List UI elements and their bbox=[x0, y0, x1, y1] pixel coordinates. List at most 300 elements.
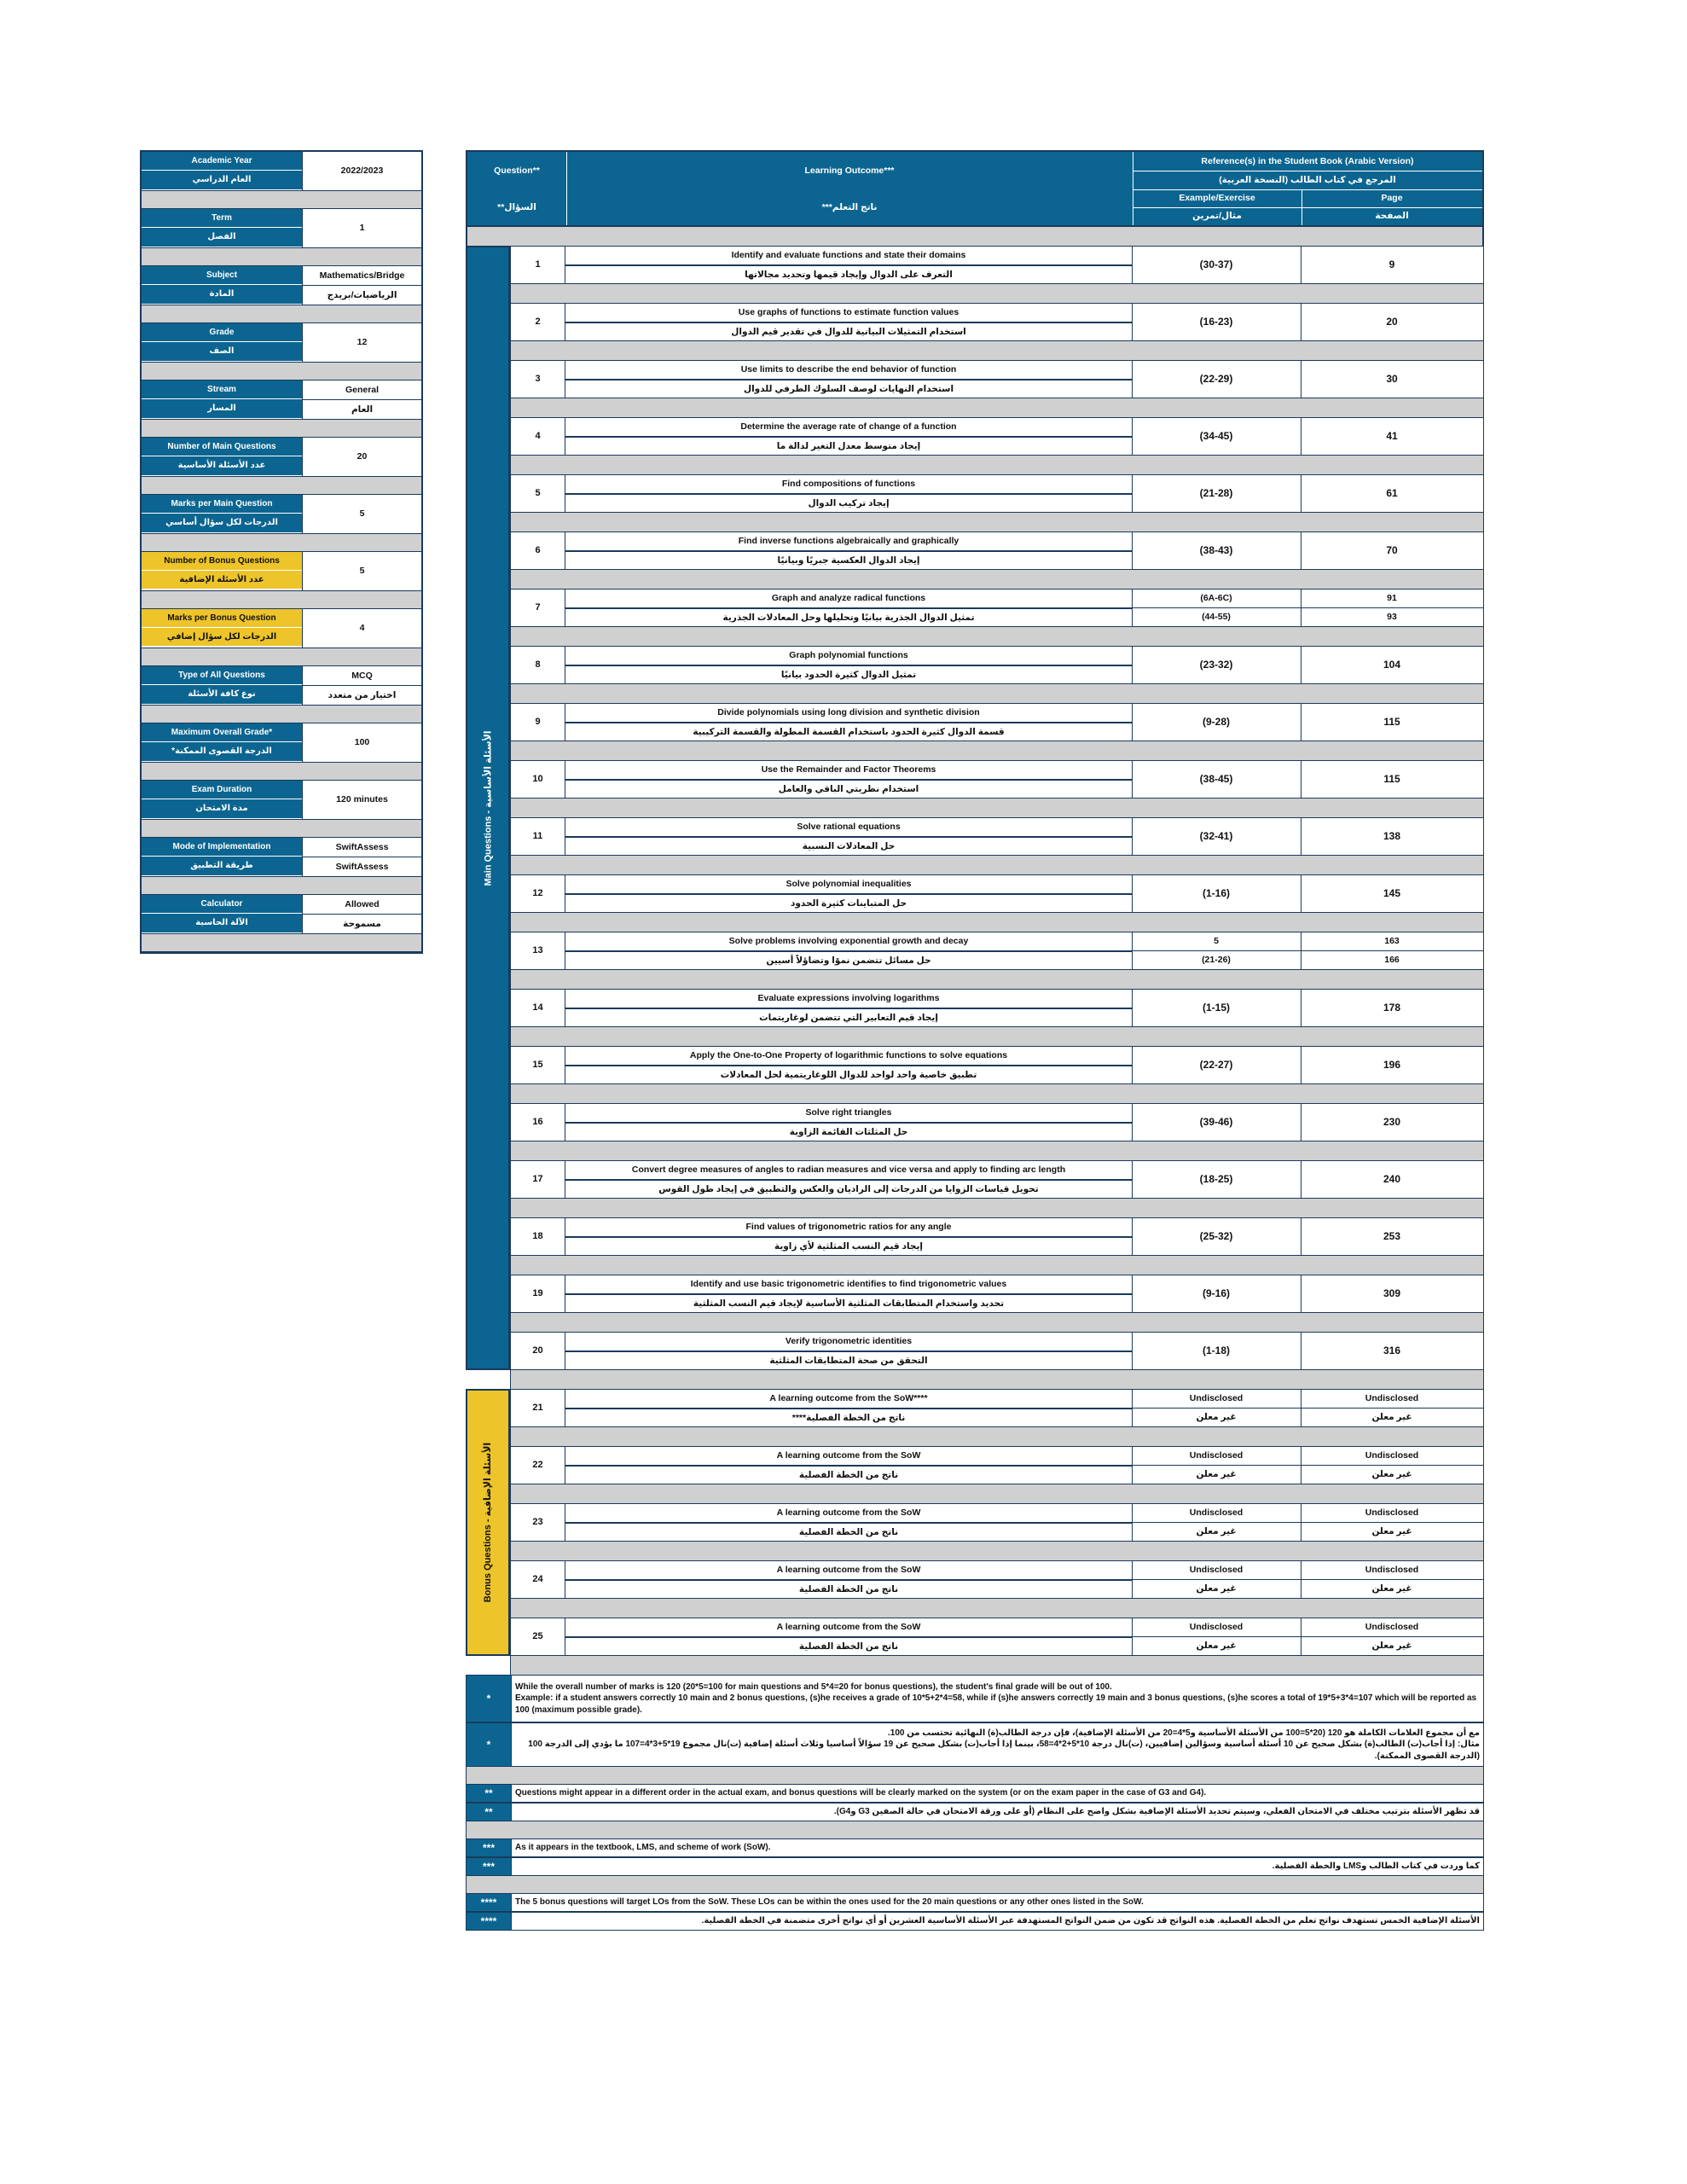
info-row bbox=[142, 723, 421, 763]
reference-example bbox=[1132, 361, 1301, 398]
learning-outcome-en: A learning outcome from the SoW bbox=[565, 1504, 1132, 1524]
reference-example bbox=[1132, 1447, 1301, 1484]
question-number: 17 bbox=[511, 1161, 565, 1198]
learning-outcome-en: Verify trigonometric identities bbox=[565, 1333, 1132, 1352]
table-row bbox=[510, 1046, 1484, 1084]
info-row bbox=[142, 838, 421, 877]
reference-page bbox=[1301, 990, 1483, 1026]
learning-outcome bbox=[565, 590, 1133, 626]
info-values bbox=[302, 609, 421, 648]
footnote-row bbox=[466, 1857, 1484, 1876]
info-labels bbox=[142, 323, 302, 362]
reference-page-value: 145 bbox=[1383, 886, 1401, 899]
info-values bbox=[302, 380, 421, 419]
learning-outcome-en: Determine the average rate of change of a function bbox=[565, 418, 1132, 438]
info-spacer bbox=[142, 305, 421, 323]
info-row bbox=[142, 266, 421, 305]
info-labels bbox=[142, 895, 302, 933]
footnote-symbol: **** bbox=[467, 1913, 512, 1930]
info-spacer bbox=[142, 363, 421, 380]
question-number: 10 bbox=[511, 761, 565, 798]
reference-page-value: 115 bbox=[1383, 772, 1400, 785]
info-spacer bbox=[142, 248, 421, 266]
reference-page-value: 230 bbox=[1383, 1115, 1401, 1128]
info-value: Allowed bbox=[303, 895, 421, 915]
reference-example bbox=[1132, 761, 1301, 798]
learning-outcome-en: Identify and use basic trigonometric identifies to find trigonometric values bbox=[565, 1275, 1132, 1295]
row-spacer bbox=[510, 1427, 1484, 1446]
reference-example bbox=[1132, 990, 1301, 1026]
learning-outcome bbox=[565, 532, 1133, 569]
reference-page bbox=[1301, 704, 1483, 741]
learning-outcome-en: Use graphs of functions to estimate function values bbox=[565, 304, 1132, 323]
info-labels bbox=[142, 438, 302, 476]
footnote-row bbox=[466, 1912, 1484, 1931]
header-divider bbox=[1133, 207, 1482, 208]
info-label-ar: طريقة التطبيق bbox=[142, 857, 302, 875]
info-label-en: Exam Duration bbox=[142, 781, 302, 799]
info-label-ar: المسار bbox=[142, 399, 302, 418]
reference-page bbox=[1301, 1161, 1483, 1198]
learning-outcome-en: Convert degree measures of angles to radian measures and vice versa and apply to finding arc length bbox=[565, 1161, 1132, 1181]
learning-outcome bbox=[565, 932, 1133, 969]
row-spacer bbox=[510, 1084, 1484, 1103]
reference-page-value: 70 bbox=[1386, 543, 1398, 556]
reference-example-value: (22-29) bbox=[1199, 372, 1233, 385]
footnote-text bbox=[512, 1723, 1483, 1766]
exam-blueprint-table bbox=[466, 150, 1484, 1675]
learning-outcome-ar: ناتج من الخطة الفصلية bbox=[798, 1641, 899, 1652]
learning-outcome-en: Identify and evaluate functions and state their domains bbox=[565, 247, 1132, 266]
info-labels bbox=[142, 152, 302, 190]
learning-outcome bbox=[565, 1504, 1133, 1541]
learning-outcome bbox=[565, 875, 1133, 912]
header-spacer bbox=[466, 227, 1484, 246]
learning-outcome-ar: تمثيل الدوال الجذرية بيانيًا وتحليلها وحل المعادلات الجذرية bbox=[722, 612, 975, 623]
info-value: الرياضيات/بريدج bbox=[327, 289, 397, 300]
row-spacer bbox=[510, 1656, 1484, 1675]
table-row bbox=[510, 1389, 1484, 1427]
reference-example-value: Undisclosed bbox=[1132, 1390, 1301, 1409]
footnote-symbol: *** bbox=[467, 1839, 512, 1856]
info-value: 4 bbox=[359, 623, 365, 634]
table-row bbox=[510, 1503, 1484, 1542]
reference-example-value: 5 bbox=[1132, 932, 1301, 951]
info-label-en: Mode of Implementation bbox=[142, 838, 302, 857]
table-row bbox=[510, 417, 1484, 456]
info-values bbox=[302, 895, 421, 933]
footnote-row bbox=[466, 1722, 1484, 1767]
learning-outcome-en: Use the Remainder and Factor Theorems bbox=[565, 761, 1132, 781]
reference-page-value: 166 bbox=[1384, 955, 1400, 966]
footnote-row bbox=[466, 1784, 1484, 1803]
question-number: 1 bbox=[511, 247, 565, 283]
reference-example-value: (18-25) bbox=[1199, 1172, 1233, 1185]
footnote-row bbox=[466, 1893, 1484, 1912]
reference-example-value: (34-45) bbox=[1199, 429, 1233, 442]
learning-outcome bbox=[565, 304, 1133, 340]
footnote-row bbox=[466, 1675, 1484, 1722]
learning-outcome bbox=[565, 1275, 1133, 1312]
reference-example bbox=[1132, 1047, 1301, 1083]
info-label-ar: الصف bbox=[142, 342, 302, 361]
header-lo-en: Learning Outcome*** bbox=[804, 165, 895, 176]
reference-example-value: (9-28) bbox=[1202, 715, 1230, 728]
table-row bbox=[510, 589, 1484, 627]
reference-page-value: 138 bbox=[1383, 829, 1401, 842]
reference-page-value: 240 bbox=[1383, 1172, 1401, 1185]
learning-outcome-en: A learning outcome from the SoW bbox=[565, 1561, 1132, 1581]
info-labels bbox=[142, 495, 302, 533]
info-value: مسموحة bbox=[343, 918, 381, 929]
row-spacer bbox=[510, 456, 1484, 474]
learning-outcome bbox=[565, 475, 1133, 512]
table-row bbox=[510, 1103, 1484, 1141]
info-values bbox=[302, 266, 421, 305]
reference-example-value: (1-18) bbox=[1202, 1344, 1230, 1356]
reference-page-value: 309 bbox=[1383, 1287, 1401, 1299]
info-label-ar: عدد الأسئلة الإضافية bbox=[142, 571, 302, 590]
learning-outcome bbox=[565, 418, 1133, 455]
reference-page-value: 253 bbox=[1383, 1229, 1401, 1242]
table-row bbox=[510, 703, 1484, 741]
reference-example-value: (6A-6C) bbox=[1132, 590, 1301, 608]
info-row bbox=[142, 209, 421, 248]
main-questions-label bbox=[466, 246, 510, 1370]
learning-outcome bbox=[565, 1447, 1133, 1484]
reference-page bbox=[1301, 647, 1483, 683]
reference-example bbox=[1132, 1504, 1301, 1541]
learning-outcome bbox=[565, 1390, 1133, 1426]
reference-page-value: 115 bbox=[1383, 715, 1400, 728]
table-row bbox=[510, 817, 1484, 856]
learning-outcome bbox=[565, 818, 1133, 855]
table-row bbox=[510, 874, 1484, 913]
reference-example bbox=[1132, 818, 1301, 855]
bonus-questions-text: Bonus Questions - الأسئلة الإضافية bbox=[483, 1442, 494, 1603]
exam-info-panel bbox=[140, 150, 423, 954]
info-value: 1 bbox=[359, 223, 365, 234]
learning-outcome-ar: حل مسائل تتضمن نموًا وتضاؤلاً أسيين bbox=[766, 955, 931, 966]
bonus-questions-label bbox=[466, 1389, 510, 1656]
learning-outcome-ar: إيجاد الدوال العكسية جبريًا وبيانيًا bbox=[777, 555, 920, 566]
info-spacer bbox=[142, 877, 421, 895]
question-number: 21 bbox=[511, 1390, 565, 1426]
row-spacer bbox=[510, 284, 1484, 303]
footnote-line: قد تظهر الأسئلة بترتيب مختلف في الامتحان الفعلي، وسيتم تحديد الأسئلة الإضافية بشكل واضح على النظام (أو على ورقة الامتحان في حالة الصفين G3 وG4). bbox=[833, 1807, 1480, 1817]
info-label-ar: العام الدراسي bbox=[142, 171, 302, 189]
footnote-symbol: ** bbox=[467, 1804, 512, 1821]
footnote-row bbox=[466, 1803, 1484, 1821]
info-row bbox=[142, 781, 421, 820]
row-spacer bbox=[510, 1370, 1484, 1389]
learning-outcome bbox=[565, 1104, 1133, 1141]
info-label-en: Marks per Bonus Question bbox=[142, 609, 302, 628]
info-label-ar: الآلة الحاسبة bbox=[142, 914, 302, 932]
info-label-ar: عدد الأسئلة الأساسية bbox=[142, 456, 302, 475]
learning-outcome-ar: تطبيق خاصية واحد لواحد للدوال اللوغاريتمية لحل المعادلات bbox=[720, 1069, 977, 1080]
question-number: 7 bbox=[511, 590, 565, 626]
footnote-line: The 5 bonus questions will target LOs from the SoW. These LOs can be within the ones used for the 20 main questions or any other ones listed in the SoW. bbox=[515, 1897, 1144, 1908]
reference-page-value: Undisclosed bbox=[1301, 1561, 1483, 1580]
footnote-symbol: ** bbox=[467, 1785, 512, 1802]
reference-page-value: Undisclosed bbox=[1301, 1618, 1483, 1637]
reference-page bbox=[1301, 761, 1483, 798]
reference-page bbox=[1301, 1275, 1483, 1312]
info-row bbox=[142, 380, 421, 420]
learning-outcome-en: Graph polynomial functions bbox=[565, 647, 1132, 666]
info-label-en: Stream bbox=[142, 380, 302, 399]
learning-outcome-en: Find values of trigonometric ratios for any angle bbox=[565, 1218, 1132, 1238]
reference-example bbox=[1132, 1561, 1301, 1598]
reference-example-value: غير معلن bbox=[1196, 1526, 1237, 1537]
learning-outcome-ar: التحقق من صحة المتطابقات المثلثية bbox=[769, 1355, 928, 1366]
footnote-text bbox=[512, 1913, 1483, 1930]
reference-page bbox=[1301, 361, 1483, 398]
learning-outcome bbox=[565, 1333, 1133, 1369]
info-label-ar: الدرجات لكل سؤال أساسي bbox=[142, 514, 302, 532]
reference-page-value: 30 bbox=[1386, 372, 1398, 385]
info-labels bbox=[142, 209, 302, 247]
row-spacer bbox=[510, 1141, 1484, 1160]
reference-example bbox=[1132, 532, 1301, 569]
header-ex-ar: مثال/تمرين bbox=[1192, 211, 1242, 222]
info-label-en: Number of Main Questions bbox=[142, 438, 302, 456]
reference-example bbox=[1132, 932, 1301, 969]
reference-page-value: 316 bbox=[1383, 1344, 1401, 1356]
footnote-symbol: *** bbox=[467, 1858, 512, 1875]
question-number: 5 bbox=[511, 475, 565, 512]
header-ref-ar: المرجع في كتاب الطالب (النسخة العربية) bbox=[1219, 174, 1396, 185]
row-spacer bbox=[510, 627, 1484, 646]
reference-page-value: غير معلن bbox=[1371, 1412, 1412, 1423]
reference-example-value: Undisclosed bbox=[1132, 1561, 1301, 1580]
info-value: 120 minutes bbox=[336, 794, 388, 805]
reference-example-value: غير معلن bbox=[1196, 1583, 1237, 1594]
reference-example bbox=[1132, 1390, 1301, 1426]
reference-example bbox=[1132, 1333, 1301, 1369]
info-row bbox=[142, 438, 421, 477]
question-number: 13 bbox=[511, 932, 565, 969]
table-row bbox=[510, 989, 1484, 1027]
info-labels bbox=[142, 380, 302, 419]
learning-outcome bbox=[565, 1618, 1133, 1655]
footnote-text bbox=[512, 1676, 1483, 1722]
footnote-line: While the overall number of marks is 120 (20*5=100 for main questions and 5*4=20 for bonus questions), the student's final grade will be out of 100. bbox=[515, 1682, 1112, 1692]
info-label-en: Subject bbox=[142, 266, 302, 285]
info-label-en: Type of All Questions bbox=[142, 666, 302, 685]
reference-page bbox=[1301, 1104, 1483, 1141]
learning-outcome-ar: إيجاد قيم النسب المثلثية لأي زاوية bbox=[774, 1240, 924, 1252]
reference-example bbox=[1132, 875, 1301, 912]
row-spacer bbox=[510, 913, 1484, 932]
row-spacer bbox=[510, 341, 1484, 360]
reference-example bbox=[1132, 247, 1301, 283]
learning-outcome-ar: ناتج من الخطة الفصلية**** bbox=[791, 1412, 906, 1423]
table-row bbox=[510, 1332, 1484, 1370]
reference-page-value: غير معلن bbox=[1371, 1641, 1412, 1652]
learning-outcome bbox=[565, 361, 1133, 398]
info-value: 20 bbox=[357, 451, 368, 462]
info-label-en: Maximum Overall Grade* bbox=[142, 723, 302, 742]
reference-page bbox=[1301, 304, 1483, 340]
info-labels bbox=[142, 266, 302, 305]
info-row bbox=[142, 666, 421, 706]
reference-page-value: غير معلن bbox=[1371, 1469, 1412, 1480]
learning-outcome-ar: إيجاد قيم التعابير التي تتضمن لوغاريتمات bbox=[759, 1012, 938, 1023]
footnote-line: الأسئلة الإضافية الخمس تستهدف نواتج تعلم من الخطة الفصلية. هذه النواتج قد تكون من ضمن النواتج المستهدفة عبر الأسئلة الأساسية العشرين أو أي نواتج أخرى متضمنة في الخطة الفصلية. bbox=[701, 1916, 1480, 1926]
reference-example-value: (39-46) bbox=[1199, 1115, 1233, 1128]
table-row bbox=[510, 1217, 1484, 1256]
info-value: العام bbox=[351, 404, 374, 415]
info-labels bbox=[142, 552, 302, 590]
info-value: MCQ bbox=[303, 666, 421, 686]
info-values bbox=[302, 666, 421, 705]
footnote-row bbox=[466, 1838, 1484, 1857]
reference-example bbox=[1132, 704, 1301, 741]
info-labels bbox=[142, 781, 302, 819]
table-row bbox=[510, 1560, 1484, 1599]
header-ex-en: Example/Exercise bbox=[1179, 193, 1255, 204]
reference-page bbox=[1301, 1047, 1483, 1083]
learning-outcome-ar: تحويل قياسات الزوايا من الدرجات إلى الراديان والعكس والتطبيق في إيجاد طول القوس bbox=[658, 1183, 1039, 1194]
reference-example-value: (1-16) bbox=[1202, 886, 1230, 899]
question-number: 23 bbox=[511, 1504, 565, 1541]
reference-page-value: 61 bbox=[1386, 486, 1398, 499]
footnote-text bbox=[512, 1839, 1483, 1856]
reference-page bbox=[1301, 1447, 1483, 1484]
learning-outcome-en: Apply the One-to-One Property of logarithmic functions to solve equations bbox=[565, 1047, 1132, 1066]
info-label-ar: الفصل bbox=[142, 228, 302, 247]
learning-outcome-en: Graph and analyze radical functions bbox=[565, 590, 1132, 609]
footnote-text bbox=[512, 1785, 1483, 1802]
reference-example-value: (38-43) bbox=[1199, 543, 1233, 556]
reference-page-value: 93 bbox=[1387, 612, 1397, 623]
learning-outcome-en: Find inverse functions algebraically and graphically bbox=[565, 532, 1132, 552]
info-value: 5 bbox=[359, 566, 365, 577]
table-row bbox=[510, 360, 1484, 398]
learning-outcome-en: Solve right triangles bbox=[565, 1104, 1132, 1124]
reference-page bbox=[1301, 247, 1483, 283]
reference-page-value: 196 bbox=[1383, 1058, 1401, 1071]
info-spacer bbox=[142, 820, 421, 838]
reference-page-value: غير معلن bbox=[1371, 1526, 1412, 1537]
reference-page-value: Undisclosed bbox=[1301, 1504, 1483, 1523]
info-spacer bbox=[142, 191, 421, 209]
learning-outcome-en: Divide polynomials using long division and synthetic division bbox=[565, 704, 1132, 723]
reference-page-value: Undisclosed bbox=[1301, 1447, 1483, 1466]
footnote-line: كما وردت في كتاب الطالب وLMS والخطة الفصلية. bbox=[1272, 1862, 1480, 1872]
table-row bbox=[510, 932, 1484, 970]
table-row bbox=[510, 1160, 1484, 1199]
table-row bbox=[510, 474, 1484, 513]
reference-example bbox=[1132, 1161, 1301, 1198]
table-header bbox=[466, 150, 1484, 227]
footnote-symbol: * bbox=[467, 1723, 512, 1766]
learning-outcome-ar: إيجاد متوسط معدل التغير لدالة ما bbox=[776, 440, 921, 451]
info-label-en: Term bbox=[142, 209, 302, 228]
learning-outcome bbox=[565, 247, 1133, 283]
footnote-line: مع أن مجموع العلامات الكاملة هو 120 (20*5=100 من الأسئلة الأساسية و5*4=20 من الأسئلة الإضافية)، فإن درجة الطالب(ة) النهائية تحتسب من 100. bbox=[888, 1728, 1480, 1738]
row-spacer bbox=[510, 1542, 1484, 1560]
reference-page-value: 178 bbox=[1383, 1001, 1401, 1014]
info-spacer bbox=[142, 706, 421, 723]
info-values bbox=[302, 323, 421, 362]
info-label-en: Grade bbox=[142, 323, 302, 342]
reference-example-value: غير معلن bbox=[1196, 1469, 1237, 1480]
learning-outcome-ar: ناتج من الخطة الفصلية bbox=[798, 1526, 899, 1537]
reference-example bbox=[1132, 304, 1301, 340]
reference-example-value: (38-45) bbox=[1199, 772, 1233, 785]
header-page-ar: الصفحة bbox=[1375, 211, 1409, 222]
learning-outcome-ar: التعرف على الدوال وإيجاد قيمها وتحديد مجالاتها bbox=[745, 269, 953, 280]
info-values bbox=[302, 838, 421, 876]
question-number: 18 bbox=[511, 1218, 565, 1255]
info-value: SwiftAssess bbox=[335, 861, 389, 872]
info-labels bbox=[142, 609, 302, 648]
reference-page bbox=[1301, 818, 1483, 855]
reference-example-value: (30-37) bbox=[1199, 258, 1233, 270]
info-value: 5 bbox=[359, 508, 365, 520]
footnote-text bbox=[512, 1894, 1483, 1911]
learning-outcome-ar: استخدام التمثيلات البيانية للدوال في تقدير قيم الدوال bbox=[731, 326, 966, 337]
header-page-en: Page bbox=[1381, 193, 1403, 204]
header-divider bbox=[566, 152, 567, 225]
info-label-ar: الدرجات لكل سؤال إضافي bbox=[142, 628, 302, 647]
reference-example-value: (16-23) bbox=[1199, 315, 1233, 328]
learning-outcome bbox=[565, 1161, 1133, 1198]
reference-page bbox=[1301, 1504, 1483, 1541]
learning-outcome-en: Find compositions of functions bbox=[565, 475, 1132, 495]
info-value: 100 bbox=[354, 737, 370, 748]
reference-example-value: (22-27) bbox=[1199, 1058, 1233, 1071]
reference-example-value: (9-16) bbox=[1202, 1287, 1230, 1299]
row-spacer bbox=[510, 741, 1484, 760]
reference-page-value: 9 bbox=[1388, 258, 1395, 270]
question-number: 11 bbox=[511, 818, 565, 855]
reference-page-value: 104 bbox=[1383, 658, 1401, 671]
learning-outcome-ar: قسمة الدوال كثيرة الحدود باستخدام القسمة المطولة والقسمة التركيبية bbox=[693, 726, 1005, 737]
question-number: 4 bbox=[511, 418, 565, 455]
info-value: اختيار من متعدد bbox=[328, 689, 397, 700]
reference-example-value: (21-28) bbox=[1199, 486, 1233, 499]
table-row bbox=[510, 646, 1484, 684]
reference-example-value: (44-55) bbox=[1202, 612, 1231, 623]
reference-page-value: 91 bbox=[1301, 590, 1483, 608]
row-spacer bbox=[510, 1599, 1484, 1618]
learning-outcome-en: Solve problems involving exponential growth and decay bbox=[565, 932, 1132, 952]
table-row bbox=[510, 1275, 1484, 1313]
info-values bbox=[302, 209, 421, 247]
table-row bbox=[510, 531, 1484, 570]
header-lo-ar: ناتج التعلم*** bbox=[821, 201, 878, 212]
learning-outcome-ar: حل المثلثات القائمة الزاوية bbox=[789, 1126, 908, 1137]
question-number: 20 bbox=[511, 1333, 565, 1369]
info-label-en: Number of Bonus Questions bbox=[142, 552, 302, 571]
reference-page bbox=[1301, 532, 1483, 569]
learning-outcome bbox=[565, 1047, 1133, 1083]
question-number: 6 bbox=[511, 532, 565, 569]
info-spacer bbox=[142, 591, 421, 609]
learning-outcome-ar: تمثيل الدوال كثيرة الحدود بيانيًا bbox=[780, 669, 917, 680]
reference-page bbox=[1301, 1390, 1483, 1426]
info-labels bbox=[142, 723, 302, 762]
learning-outcome-en: A learning outcome from the SoW bbox=[565, 1447, 1132, 1467]
reference-example bbox=[1132, 1618, 1301, 1655]
header-question-en: Question** bbox=[494, 165, 540, 176]
row-spacer bbox=[510, 970, 1484, 989]
learning-outcome-en: Use limits to describe the end behavior of function bbox=[565, 361, 1132, 380]
